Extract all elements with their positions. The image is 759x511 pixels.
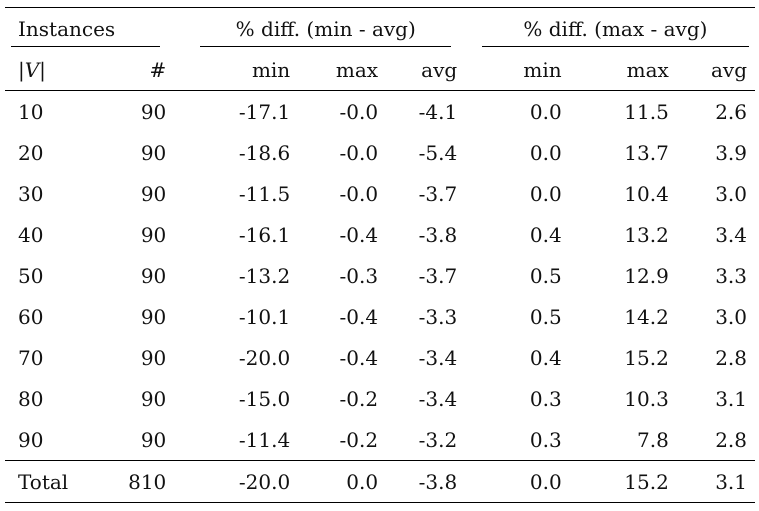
col-avg1-header: avg [421, 57, 458, 82]
cell-a-avg: -4.1 [378, 91, 457, 133]
cell-b-min: 0.0 [529, 181, 562, 206]
cell-a-min: -20.0 [238, 345, 291, 370]
cell-v: 40 [18, 222, 44, 247]
cell-v: 50 [18, 263, 44, 288]
cell-b-max: 15.2 [624, 345, 669, 370]
cell-b-avg: 2.8 [715, 345, 747, 370]
cell-a-min: -10.1 [238, 304, 291, 329]
table-row [5, 255, 755, 296]
instances-header: Instances [18, 16, 116, 41]
cell-a-min: -16.1 [238, 222, 291, 247]
table-row [5, 296, 755, 337]
cell-b-min: 0.3 [529, 427, 562, 452]
cell-b-avg: 3.4 [715, 222, 747, 247]
total-count: 810 [112, 461, 166, 503]
cell-a-max: -0.0 [339, 181, 379, 206]
cell-b-avg: 3.1 [715, 386, 747, 411]
cell-b-min: 0.4 [529, 222, 562, 247]
cell-b-max: 14.2 [624, 304, 669, 329]
cell-b-avg: 3.3 [715, 263, 747, 288]
cell-b-min: 0.5 [529, 263, 562, 288]
cell-a-max: -0.0 [290, 91, 378, 133]
cell-a-avg: -3.8 [418, 222, 458, 247]
cell-count: 90 [140, 345, 167, 370]
cell-b-min: 0.4 [529, 345, 562, 370]
cell-v: 70 [18, 345, 44, 370]
cell-v: 90 [18, 427, 44, 452]
cell-a-max: -0.4 [339, 345, 379, 370]
cell-b-avg: 2.6 [669, 91, 755, 133]
table-row [5, 378, 755, 419]
cell-a-avg: -3.4 [418, 345, 458, 370]
cell-a-avg: -5.4 [418, 140, 458, 165]
cell-b-avg: 2.8 [715, 427, 747, 452]
total-b-min: 0.0 [476, 461, 562, 503]
group-header-row [5, 8, 755, 50]
col-min1-header: min [251, 57, 291, 82]
col-avg2-header: avg [710, 57, 747, 82]
total-label: Total [5, 461, 112, 503]
cell-b-max: 11.5 [562, 91, 669, 133]
group-min-avg-header: % diff. (min - avg) [235, 16, 416, 41]
cell-a-max: -0.4 [339, 304, 379, 329]
cell-a-min: -11.4 [238, 427, 291, 452]
results-table [5, 7, 755, 503]
cell-a-max: -0.0 [339, 140, 379, 165]
cell-b-max: 7.8 [637, 427, 669, 452]
cell-b-max: 13.2 [624, 222, 669, 247]
column-header-row [5, 49, 755, 91]
col-v-header: |V| [18, 57, 46, 82]
cell-v: 20 [18, 140, 44, 165]
cell-a-avg: -3.4 [418, 386, 458, 411]
total-a-avg: -3.8 [378, 461, 457, 503]
table-row [5, 91, 755, 133]
cell-a-max: -0.2 [339, 427, 379, 452]
cell-count: 90 [140, 304, 167, 329]
cell-b-avg: 3.0 [715, 181, 747, 206]
cell-v: 10 [5, 91, 112, 133]
cell-b-avg: 3.0 [715, 304, 747, 329]
table-row [5, 337, 755, 378]
cell-v: 30 [18, 181, 44, 206]
cell-b-min: 0.0 [476, 91, 562, 133]
col-max2-header: max [626, 57, 669, 82]
total-row [5, 461, 755, 503]
table-row [5, 173, 755, 214]
cell-a-max: -0.2 [339, 386, 379, 411]
cell-count: 90 [140, 140, 167, 165]
cell-count: 90 [140, 222, 167, 247]
cell-a-avg: -3.7 [418, 181, 458, 206]
cell-a-min: -17.1 [194, 91, 290, 133]
cell-a-avg: -3.7 [418, 263, 458, 288]
group-max-avg-header: % diff. (max - avg) [523, 16, 708, 41]
cell-b-avg: 3.9 [715, 140, 747, 165]
cell-a-min: -15.0 [238, 386, 291, 411]
table-row [5, 419, 755, 461]
cell-a-min: -13.2 [238, 263, 291, 288]
cell-b-max: 10.4 [624, 181, 669, 206]
total-a-min: -20.0 [194, 461, 290, 503]
cell-a-min: -18.6 [238, 140, 291, 165]
cell-a-max: -0.4 [339, 222, 379, 247]
col-min2-header: min [523, 57, 562, 82]
cell-b-max: 12.9 [624, 263, 669, 288]
table-row [5, 132, 755, 173]
cell-v: 60 [18, 304, 44, 329]
cell-count: 90 [140, 263, 167, 288]
cell-v: 80 [18, 386, 44, 411]
cell-b-min: 0.0 [529, 140, 562, 165]
cell-a-min: -11.5 [238, 181, 291, 206]
total-a-max: 0.0 [290, 461, 378, 503]
cell-b-min: 0.3 [529, 386, 562, 411]
total-b-avg: 3.1 [669, 461, 755, 503]
col-max1-header: max [335, 57, 379, 82]
table-row [5, 214, 755, 255]
cell-b-max: 13.7 [624, 140, 669, 165]
total-b-max: 15.2 [562, 461, 669, 503]
cell-a-avg: -3.3 [418, 304, 458, 329]
cell-count: 90 [140, 427, 167, 452]
cell-b-max: 10.3 [624, 386, 669, 411]
cell-a-avg: -3.2 [418, 427, 458, 452]
cell-count: 90 [140, 386, 167, 411]
col-count-header: # [149, 57, 167, 82]
cell-count: 90 [140, 181, 167, 206]
cell-count: 90 [112, 91, 166, 133]
cell-b-min: 0.5 [529, 304, 562, 329]
cell-a-max: -0.3 [339, 263, 379, 288]
